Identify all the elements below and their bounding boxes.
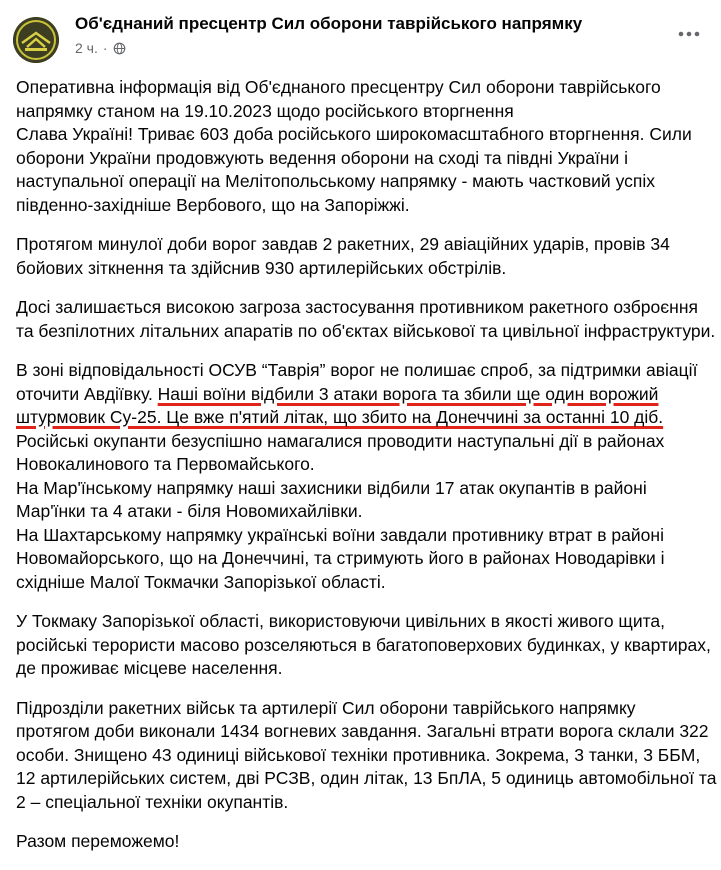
text-line: У Токмаку Запорізької області, використовуючи цивільних в якості живого щита, xyxy=(16,611,666,631)
text-line: Слава Україні! Триває 603 доба російського широкомасштабного вторгнення. Сили xyxy=(16,124,692,144)
text-line: де проживає місцеве населення. xyxy=(16,658,283,678)
text-line: Досі залишається високою загроза застосування противником ракетного озброєння xyxy=(16,297,698,317)
text-line: Новомайорського, що на Донеччині, та стримують його в районах Новодарівки і xyxy=(16,548,665,568)
more-options-button[interactable] xyxy=(671,22,707,46)
text-line: Оперативна інформація від Об'єднаного пресцентру Сил оборони таврійського xyxy=(16,77,661,97)
avatar[interactable] xyxy=(13,17,59,63)
text-line: особи. Знищено 43 одиниці військової техніки противника. Зокрема, 3 танки, 3 ББМ, xyxy=(16,744,701,765)
globe-icon xyxy=(113,42,126,55)
text-segment: оточити Авдіївку. xyxy=(16,383,158,404)
paragraph-2 xyxy=(16,233,712,280)
more-options-icon xyxy=(677,31,701,37)
meta-separator: · xyxy=(102,40,108,56)
text-line: російські терористи масово розселяються в багатоповерхових будинках, у квартирах, xyxy=(16,634,711,655)
post-header xyxy=(0,0,721,64)
paragraph-6 xyxy=(16,697,717,815)
post-time[interactable]: 2 ч. xyxy=(75,40,98,56)
paragraph-1 xyxy=(16,76,712,217)
text-line: 12 артилерійських систем, дві РСЗВ, один літак, 13 БпЛА, 5 одиниць автомобільної та xyxy=(16,768,717,788)
text-line: напрямку станом на 19.10.2023 щодо російського вторгнення xyxy=(16,100,514,121)
text-line: Протягом минулої доби ворог завдав 2 ракетних, 29 авіаційних ударів, провів 34 xyxy=(16,234,670,254)
underlined-text: штурмовик Су-25. Це вже п'ятий літак, що збито на Донеччині за останні 10 діб. xyxy=(16,407,664,427)
text-line: протягом доби виконали 1434 вогневих завдання. Загальні втрати ворога склали 322 xyxy=(16,721,709,741)
text-line: бойових зіткнення та здійснив 930 артилерійських обстрілів. xyxy=(16,257,507,278)
brigade-emblem-icon xyxy=(13,17,59,63)
text-line: оборони України продовжують ведення оборони на сході та півдні України і xyxy=(16,147,629,168)
text-line: На Шахтарському напрямку українські воїни завдали противнику втрат в районі xyxy=(16,524,664,545)
text-line: Разом переможемо! xyxy=(16,831,180,851)
text-line: 2 – спеціальної техніки окупантів. xyxy=(16,791,289,812)
author-name[interactable]: Об'єднаний пресцентр Сил оборони таврійського напрямку xyxy=(75,14,583,33)
paragraph-5 xyxy=(16,610,712,681)
paragraph-3 xyxy=(16,296,716,343)
text-line: східніше Малої Токмачки Запорізької області. xyxy=(16,571,386,592)
paragraph-7 xyxy=(16,830,712,854)
text-line: південно-західніше Вербового, що на Запоріжжі. xyxy=(16,194,410,215)
text-line: В зоні відповідальності ОСУВ “Таврія” ворог не полишає спроб, за підтримки авіації xyxy=(16,360,698,380)
text-line: наступальної операції на Мелітопольському напрямку - мають частковий успіх xyxy=(16,171,655,191)
underlined-text: Наші воїни відбили 3 атаки ворога та збили ще один ворожий xyxy=(157,383,659,404)
text-line: Мар'їнки та 4 атаки - біля Новомихайлівки. xyxy=(16,501,363,521)
text-line: та безпілотних літальних апаратів по об'єктах військової та цивільної інфраструктури. xyxy=(16,320,716,341)
post-meta xyxy=(75,40,126,56)
paragraph-4 xyxy=(16,359,712,594)
text-line: Підрозділи ракетних військ та артилерії Сил оборони таврійського напрямку xyxy=(16,697,636,718)
text-line xyxy=(16,383,712,407)
text-line: На Мар'їнському напрямку наші захисники відбили 17 атак окупантів в районі xyxy=(16,477,647,498)
post-text xyxy=(16,76,717,870)
text-line: Новокалинового та Первомайського. xyxy=(16,454,315,474)
text-line: Російські окупанти безуспішно намагалися проводити наступальні дії в районах xyxy=(16,430,665,451)
